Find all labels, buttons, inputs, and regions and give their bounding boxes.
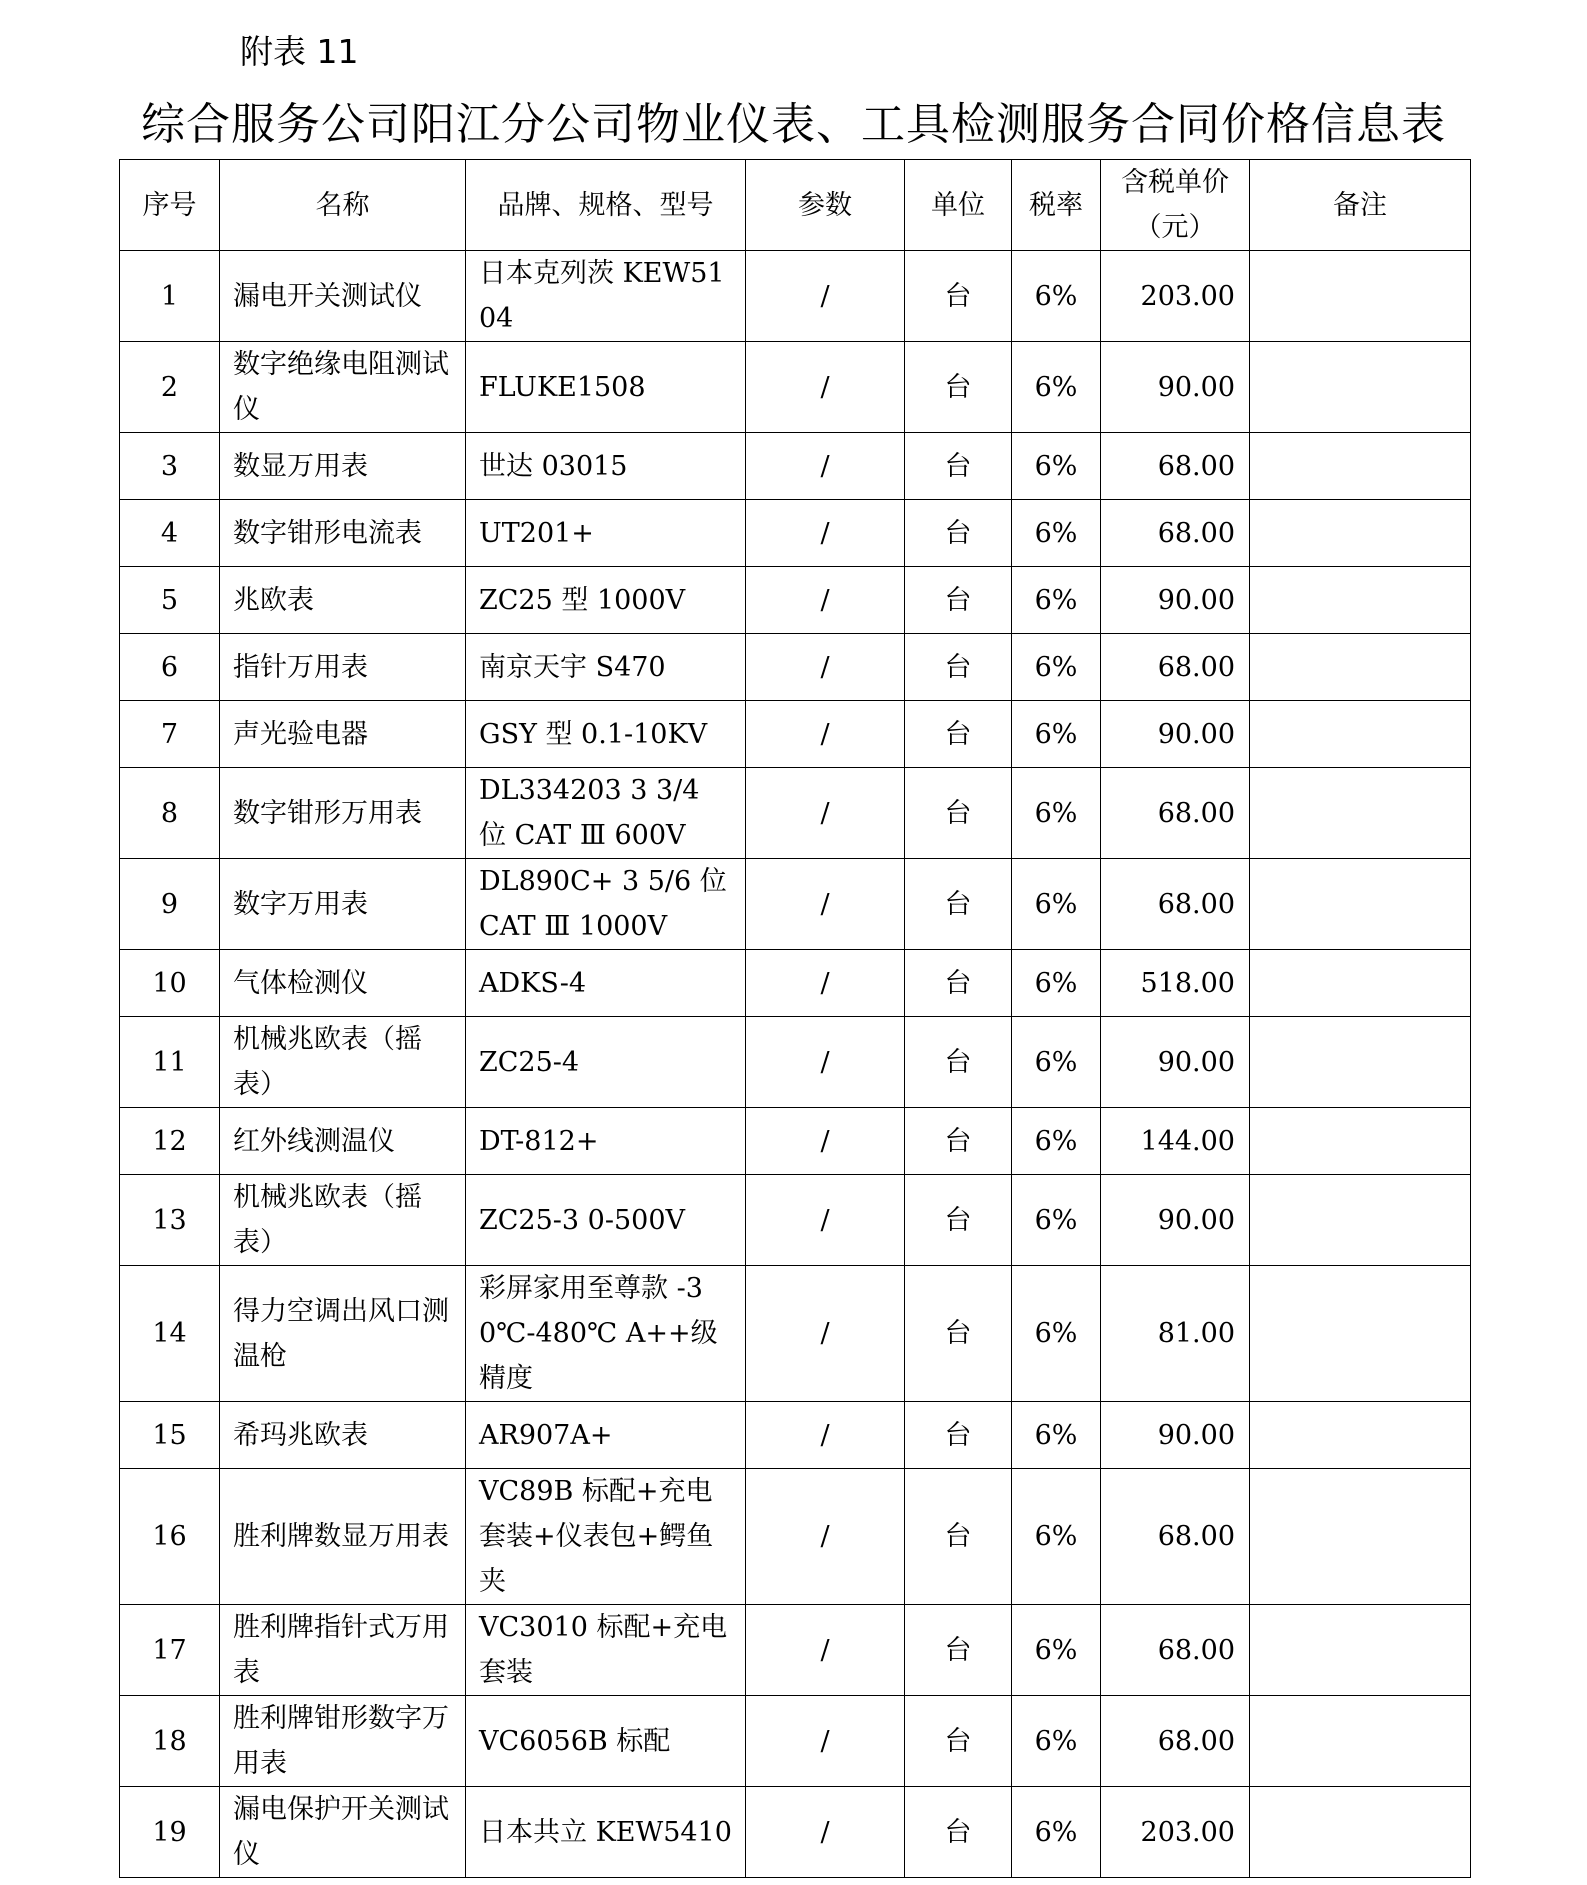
cell-index: 6 <box>120 634 220 701</box>
cell-params: / <box>746 634 905 701</box>
appendix-label: 附表 11 <box>240 32 359 71</box>
cell-price: 68.00 <box>1101 1696 1250 1787</box>
cell-model: 日本共立 KEW5410 <box>466 1787 746 1878</box>
header-params: 参数 <box>746 160 905 251</box>
cell-price: 81.00 <box>1101 1266 1250 1402</box>
cell-name: 胜利牌数显万用表 <box>220 1469 466 1605</box>
cell-tax: 6% <box>1012 1108 1101 1175</box>
table-row <box>120 1787 1471 1878</box>
table-row <box>120 859 1471 950</box>
cell-model: 南京天宇 S470 <box>466 634 746 701</box>
cell-params: / <box>746 251 905 342</box>
cell-params: / <box>746 500 905 567</box>
cell-params: / <box>746 950 905 1017</box>
cell-name: 胜利牌指针式万用表 <box>220 1605 466 1696</box>
cell-tax: 6% <box>1012 634 1101 701</box>
table-row <box>120 1696 1471 1787</box>
table-row <box>120 1402 1471 1469</box>
cell-price: 203.00 <box>1101 1787 1250 1878</box>
cell-params: / <box>746 1696 905 1787</box>
cell-name: 声光验电器 <box>220 701 466 768</box>
cell-remark <box>1250 1402 1471 1469</box>
table-row <box>120 768 1471 859</box>
cell-remark <box>1250 1017 1471 1108</box>
cell-params: / <box>746 1017 905 1108</box>
cell-params: / <box>746 1108 905 1175</box>
table-row <box>120 950 1471 1017</box>
cell-tax: 6% <box>1012 1605 1101 1696</box>
cell-name: 得力空调出风口测温枪 <box>220 1266 466 1402</box>
cell-name: 指针万用表 <box>220 634 466 701</box>
cell-remark <box>1250 500 1471 567</box>
cell-name: 数显万用表 <box>220 433 466 500</box>
header-model: 品牌、规格、型号 <box>466 160 746 251</box>
cell-remark <box>1250 950 1471 1017</box>
table-row <box>120 342 1471 433</box>
cell-unit: 台 <box>905 1175 1012 1266</box>
cell-name: 漏电开关测试仪 <box>220 251 466 342</box>
table-row <box>120 567 1471 634</box>
cell-tax: 6% <box>1012 1787 1101 1878</box>
cell-unit: 台 <box>905 1266 1012 1402</box>
price-table <box>119 159 1471 1878</box>
cell-model: 世达 03015 <box>466 433 746 500</box>
cell-unit: 台 <box>905 1787 1012 1878</box>
cell-remark <box>1250 1605 1471 1696</box>
cell-remark <box>1250 1266 1471 1402</box>
cell-unit: 台 <box>905 251 1012 342</box>
cell-index: 16 <box>120 1469 220 1605</box>
cell-remark <box>1250 1787 1471 1878</box>
header-name: 名称 <box>220 160 466 251</box>
table-row <box>120 1469 1471 1605</box>
cell-remark <box>1250 433 1471 500</box>
table-row <box>120 701 1471 768</box>
cell-tax: 6% <box>1012 1017 1101 1108</box>
cell-params: / <box>746 1175 905 1266</box>
cell-price: 90.00 <box>1101 1175 1250 1266</box>
cell-params: / <box>746 1402 905 1469</box>
cell-params: / <box>746 1787 905 1878</box>
cell-remark <box>1250 1469 1471 1605</box>
cell-index: 13 <box>120 1175 220 1266</box>
cell-remark <box>1250 251 1471 342</box>
table-body <box>120 160 1471 1878</box>
cell-remark <box>1250 768 1471 859</box>
cell-model: 彩屏家用至尊款 -30℃-480℃ A++级精度 <box>466 1266 746 1402</box>
cell-tax: 6% <box>1012 1469 1101 1605</box>
cell-price: 90.00 <box>1101 1402 1250 1469</box>
cell-remark <box>1250 634 1471 701</box>
cell-params: / <box>746 701 905 768</box>
cell-name: 数字钳形万用表 <box>220 768 466 859</box>
cell-unit: 台 <box>905 768 1012 859</box>
cell-model: ZC25-4 <box>466 1017 746 1108</box>
cell-tax: 6% <box>1012 701 1101 768</box>
cell-tax: 6% <box>1012 1402 1101 1469</box>
cell-model: GSY 型 0.1-10KV <box>466 701 746 768</box>
cell-tax: 6% <box>1012 1696 1101 1787</box>
cell-index: 1 <box>120 251 220 342</box>
cell-name: 机械兆欧表（摇表） <box>220 1175 466 1266</box>
cell-remark <box>1250 567 1471 634</box>
cell-model: 日本克列茨 KEW5104 <box>466 251 746 342</box>
header-unit: 单位 <box>905 160 1012 251</box>
cell-price: 90.00 <box>1101 342 1250 433</box>
cell-tax: 6% <box>1012 433 1101 500</box>
cell-index: 14 <box>120 1266 220 1402</box>
cell-tax: 6% <box>1012 950 1101 1017</box>
cell-name: 机械兆欧表（摇表） <box>220 1017 466 1108</box>
cell-params: / <box>746 859 905 950</box>
cell-params: / <box>746 1605 905 1696</box>
cell-index: 8 <box>120 768 220 859</box>
cell-name: 气体检测仪 <box>220 950 466 1017</box>
table-row <box>120 1175 1471 1266</box>
cell-price: 68.00 <box>1101 768 1250 859</box>
cell-params: / <box>746 1469 905 1605</box>
cell-price: 68.00 <box>1101 433 1250 500</box>
cell-remark <box>1250 1108 1471 1175</box>
cell-price: 68.00 <box>1101 1469 1250 1605</box>
table-row <box>120 433 1471 500</box>
cell-name: 漏电保护开关测试仪 <box>220 1787 466 1878</box>
header-remark: 备注 <box>1250 160 1471 251</box>
table-row <box>120 1605 1471 1696</box>
cell-price: 68.00 <box>1101 500 1250 567</box>
cell-params: / <box>746 433 905 500</box>
cell-price: 144.00 <box>1101 1108 1250 1175</box>
cell-remark <box>1250 859 1471 950</box>
table-row <box>120 1108 1471 1175</box>
cell-name: 数字万用表 <box>220 859 466 950</box>
cell-model: ADKS-4 <box>466 950 746 1017</box>
header-price: 含税单价（元） <box>1101 160 1250 251</box>
cell-tax: 6% <box>1012 1175 1101 1266</box>
cell-unit: 台 <box>905 1469 1012 1605</box>
cell-index: 18 <box>120 1696 220 1787</box>
table-row <box>120 1017 1471 1108</box>
cell-unit: 台 <box>905 1017 1012 1108</box>
cell-unit: 台 <box>905 567 1012 634</box>
cell-tax: 6% <box>1012 1266 1101 1402</box>
header-tax: 税率 <box>1012 160 1101 251</box>
cell-index: 3 <box>120 433 220 500</box>
cell-params: / <box>746 1266 905 1402</box>
cell-price: 68.00 <box>1101 859 1250 950</box>
document-title: 综合服务公司阳江分公司物业仪表、工具检测服务合同价格信息表 <box>141 99 1446 150</box>
table-row <box>120 251 1471 342</box>
cell-name: 兆欧表 <box>220 567 466 634</box>
table-row <box>120 500 1471 567</box>
cell-unit: 台 <box>905 1402 1012 1469</box>
cell-model: DT-812+ <box>466 1108 746 1175</box>
cell-price: 68.00 <box>1101 1605 1250 1696</box>
cell-tax: 6% <box>1012 859 1101 950</box>
cell-model: ZC25-3 0-500V <box>466 1175 746 1266</box>
cell-model: ZC25 型 1000V <box>466 567 746 634</box>
cell-index: 15 <box>120 1402 220 1469</box>
cell-unit: 台 <box>905 342 1012 433</box>
cell-unit: 台 <box>905 859 1012 950</box>
table-row <box>120 634 1471 701</box>
cell-index: 4 <box>120 500 220 567</box>
cell-tax: 6% <box>1012 342 1101 433</box>
cell-price: 68.00 <box>1101 634 1250 701</box>
cell-tax: 6% <box>1012 251 1101 342</box>
cell-index: 11 <box>120 1017 220 1108</box>
cell-name: 胜利牌钳形数字万用表 <box>220 1696 466 1787</box>
cell-model: DL890C+ 3 5/6 位 CAT Ⅲ 1000V <box>466 859 746 950</box>
cell-model: VC89B 标配+充电套装+仪表包+鳄鱼夹 <box>466 1469 746 1605</box>
cell-name: 数字绝缘电阻测试仪 <box>220 342 466 433</box>
cell-remark <box>1250 701 1471 768</box>
cell-price: 518.00 <box>1101 950 1250 1017</box>
cell-model: AR907A+ <box>466 1402 746 1469</box>
header-index: 序号 <box>120 160 220 251</box>
cell-index: 12 <box>120 1108 220 1175</box>
cell-unit: 台 <box>905 1605 1012 1696</box>
cell-name: 希玛兆欧表 <box>220 1402 466 1469</box>
cell-price: 90.00 <box>1101 1017 1250 1108</box>
cell-price: 90.00 <box>1101 567 1250 634</box>
cell-model: FLUKE1508 <box>466 342 746 433</box>
cell-model: UT201+ <box>466 500 746 567</box>
cell-model: VC6056B 标配 <box>466 1696 746 1787</box>
cell-index: 2 <box>120 342 220 433</box>
cell-unit: 台 <box>905 634 1012 701</box>
cell-index: 7 <box>120 701 220 768</box>
cell-index: 9 <box>120 859 220 950</box>
cell-model: DL334203 3 3/4 位 CAT Ⅲ 600V <box>466 768 746 859</box>
cell-unit: 台 <box>905 433 1012 500</box>
cell-params: / <box>746 342 905 433</box>
cell-params: / <box>746 768 905 859</box>
cell-model: VC3010 标配+充电套装 <box>466 1605 746 1696</box>
cell-unit: 台 <box>905 1108 1012 1175</box>
cell-tax: 6% <box>1012 500 1101 567</box>
cell-index: 17 <box>120 1605 220 1696</box>
cell-index: 19 <box>120 1787 220 1878</box>
cell-tax: 6% <box>1012 567 1101 634</box>
cell-remark <box>1250 342 1471 433</box>
cell-index: 10 <box>120 950 220 1017</box>
cell-name: 数字钳形电流表 <box>220 500 466 567</box>
cell-remark <box>1250 1175 1471 1266</box>
cell-unit: 台 <box>905 500 1012 567</box>
cell-index: 5 <box>120 567 220 634</box>
table-row <box>120 1266 1471 1402</box>
cell-params: / <box>746 567 905 634</box>
cell-price: 90.00 <box>1101 701 1250 768</box>
cell-price: 203.00 <box>1101 251 1250 342</box>
cell-tax: 6% <box>1012 768 1101 859</box>
cell-unit: 台 <box>905 701 1012 768</box>
table-header-row <box>120 160 1471 251</box>
cell-unit: 台 <box>905 1696 1012 1787</box>
cell-name: 红外线测温仪 <box>220 1108 466 1175</box>
cell-unit: 台 <box>905 950 1012 1017</box>
cell-remark <box>1250 1696 1471 1787</box>
